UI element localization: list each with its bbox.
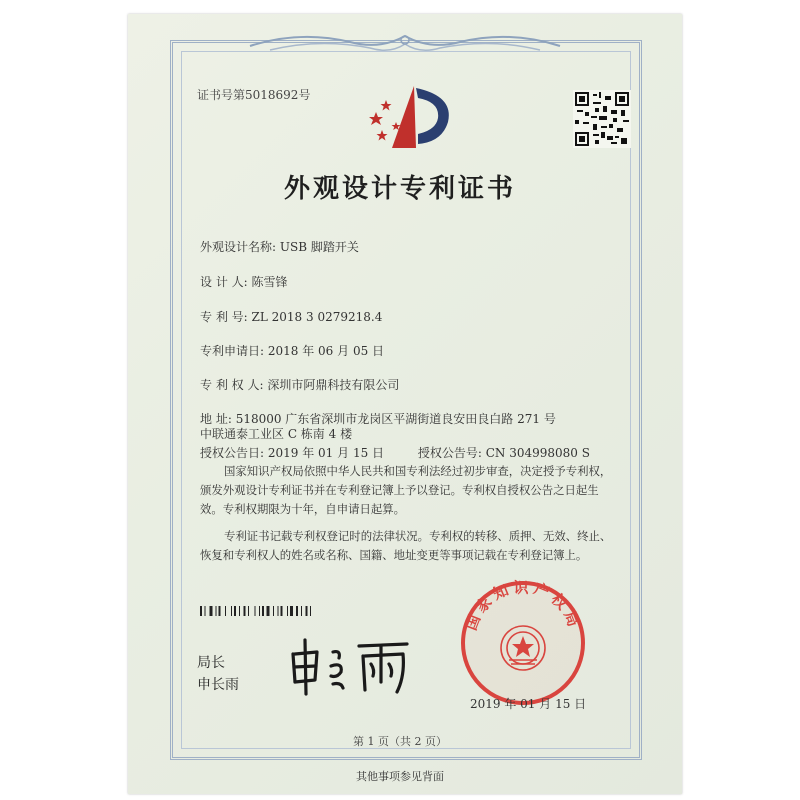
field-label: 专 利 权 人:	[200, 378, 264, 392]
announcement-number: CN 304998080 S	[485, 446, 590, 460]
director-title: 局长	[197, 655, 225, 671]
director-signature	[285, 632, 415, 702]
field-value: 深圳市阿鼎科技有限公司	[267, 378, 400, 392]
seal-date: 2019 年 01 月 15 日	[470, 697, 587, 711]
field-value: USB 脚踏开关	[279, 240, 359, 254]
patent-office-logo	[362, 78, 462, 158]
announcement-date: 2019 年 01 月 15 日	[267, 446, 385, 460]
address-line-2: 中联通泰工业区 C 栋南 4 楼	[200, 427, 353, 441]
address-line-1: 518000 广东省深圳市龙岗区平湖街道良安田良白路 271 号	[235, 412, 556, 426]
field-value: ZL 2018 3 0279218.4	[251, 310, 383, 324]
body-paragraph-2: 专利证书记载专利权登记时的法律状况。专利权的转移、质押、无效、终止、恢复和专利权人的姓名或名称、国籍、地址变更等事项记载在专利登记簿上。	[200, 529, 612, 562]
field-patentee	[200, 376, 399, 393]
director-name: 申长雨	[197, 677, 239, 693]
field-designer	[200, 273, 288, 290]
top-ornament	[240, 28, 570, 58]
field-label: 专 利 号:	[200, 310, 248, 324]
field-label: 授权公告日:	[200, 446, 265, 460]
certificate-number: 证书号第5018692号	[197, 88, 311, 102]
field-value: 陈雪锋	[251, 275, 288, 289]
field-label: 授权公告号:	[417, 446, 482, 460]
field-design-name	[200, 238, 359, 255]
field-application-date	[200, 342, 384, 359]
address-line-2-row	[200, 425, 352, 442]
page-number: 第 1 页（共 2 页）	[353, 735, 447, 748]
certificate-body	[200, 462, 620, 565]
field-label: 设 计 人:	[200, 275, 248, 289]
qr-code	[573, 90, 631, 148]
barcode	[200, 606, 330, 616]
body-paragraph-1: 国家知识产权局依照中华人民共和国专利法经过初步审查，决定授予专利权，颁发外观设计专利证书并在专利登记簿上予以登记。专利权自授权公告之日起生效。专利权期限为十年，自申请日起算。	[200, 464, 612, 516]
field-label: 专利申请日:	[200, 344, 265, 358]
field-patent-number	[200, 308, 382, 325]
footer-note: 其他事项参见背面	[356, 770, 444, 783]
official-seal	[458, 578, 588, 708]
field-label: 外观设计名称:	[200, 240, 277, 254]
field-value: 2018 年 06 月 05 日	[267, 344, 385, 358]
field-announcement	[200, 444, 590, 461]
field-label: 地 址:	[200, 412, 232, 426]
seal-text: 国家知识产权局	[461, 578, 585, 633]
certificate-title: 外观设计专利证书	[283, 174, 516, 204]
